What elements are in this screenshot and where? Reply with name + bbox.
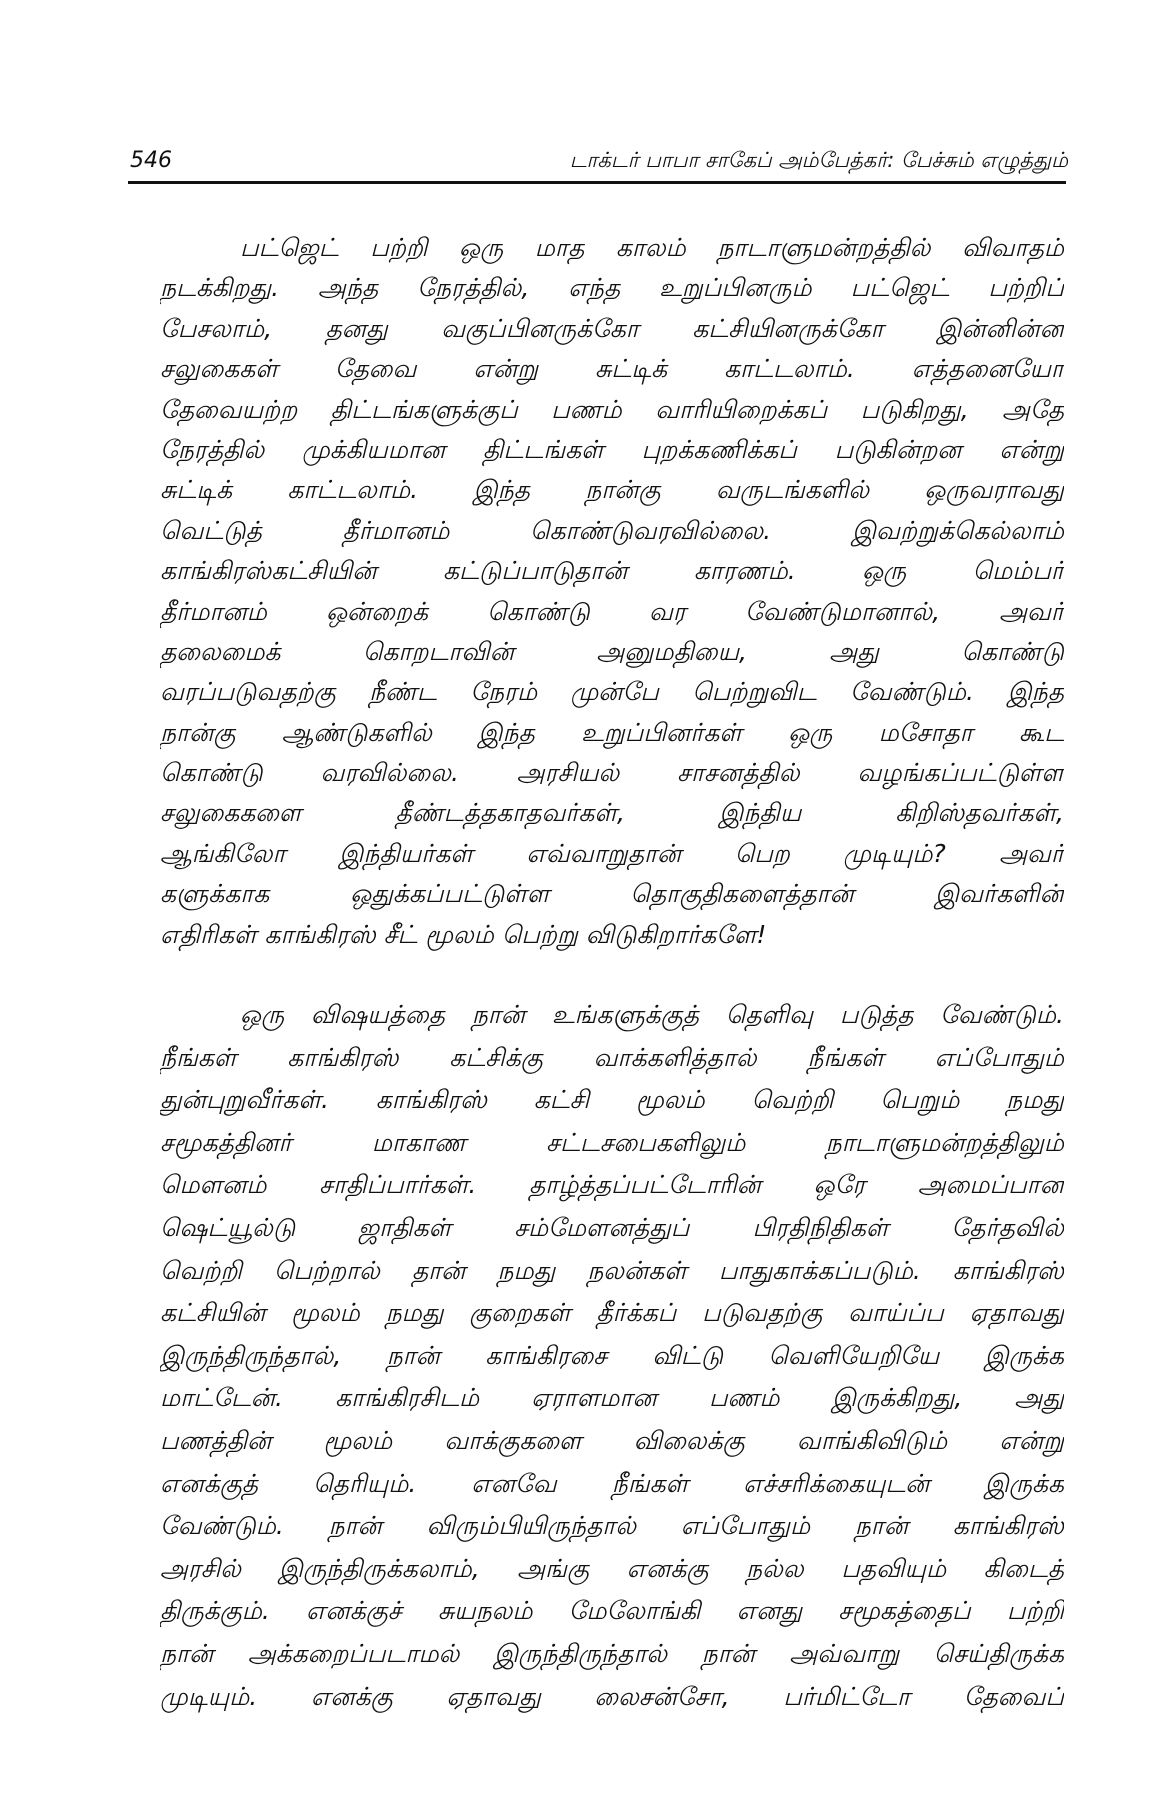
text-line: நடக்கிறது. அந்த நேரத்தில், எந்த உறுப்பினரும் பட்ஜெட் பற்றிப் bbox=[160, 273, 1064, 303]
text-line: கட்சியின் மூலம் நமது குறைகள் தீர்க்கப் படுவதற்கு வாய்ப்ப ஏதாவது bbox=[160, 1298, 1064, 1328]
text-line: நான்கு ஆண்டுகளில் இந்த உறுப்பினர்கள் ஒரு மசோதா கூட bbox=[160, 717, 1064, 747]
text-line: துன்புறுவீர்கள். காங்கிரஸ் கட்சி மூலம் வெற்றி பெறும் நமது bbox=[160, 1085, 1064, 1115]
text-line: எனக்குத் தெரியும். எனவே நீங்கள் எச்சரிக்கையுடன் இருக்க bbox=[160, 1468, 1064, 1498]
text-line: சலுகைகளை தீண்டத்தகாதவர்கள், இந்திய கிறிஸ்தவர்கள், bbox=[160, 798, 1064, 828]
text-line: தேவையற்ற திட்டங்களுக்குப் பணம் வாரியிறைக்கப் படுகிறது, அதே bbox=[160, 394, 1064, 424]
text-line: அரசில் இருந்திருக்கலாம், அங்கு எனக்கு நல்ல பதவியும் கிடைத் bbox=[160, 1553, 1064, 1583]
running-header bbox=[128, 148, 1068, 178]
text-line: சமூகத்தினர் மாகாண சட்டசபைகளிலும் நாடாளுமன்றத்திலும் bbox=[160, 1127, 1064, 1157]
text-line: ஒரு விஷயத்தை நான் உங்களுக்குத் தெளிவு படுத்த வேண்டும். bbox=[240, 1000, 1064, 1029]
text-line: மௌனம் சாதிப்பார்கள். தாழ்த்தப்பட்டோரின் ஒரே அமைப்பான bbox=[160, 1170, 1064, 1200]
text-line: வேண்டும். நான் விரும்பியிருந்தால் எப்போதும் நான் காங்கிரஸ் bbox=[160, 1511, 1064, 1541]
text-line: பேசலாம், தனது வகுப்பினருக்கோ கட்சியினருக்கோ இன்னின்ன bbox=[160, 313, 1064, 343]
text-line: மாட்டேன். காங்கிரசிடம் ஏராளமான பணம் இருக்கிறது, அது bbox=[160, 1383, 1064, 1413]
text-line: வெற்றி பெற்றால் தான் நமது நலன்கள் பாதுகாக்கப்படும். காங்கிரஸ் bbox=[160, 1255, 1064, 1285]
text-line: சுட்டிக் காட்டலாம். இந்த நான்கு வருடங்களில் ஒருவராவது bbox=[160, 475, 1064, 505]
paragraph-2 bbox=[160, 994, 1064, 1718]
text-line: வெட்டுத் தீர்மானம் கொண்டுவரவில்லை. இவற்றுக்கெல்லாம் bbox=[160, 515, 1064, 545]
text-line: நீங்கள் காங்கிரஸ் கட்சிக்கு வாக்களித்தால் நீங்கள் எப்போதும் bbox=[160, 1042, 1064, 1072]
text-line: முடியும். எனக்கு ஏதாவது லைசன்சோ, பர்மிட்டோ தேவைப் bbox=[160, 1681, 1064, 1711]
text-line: நேரத்தில் முக்கியமான திட்டங்கள் புறக்கணிக்கப் படுகின்றன என்று bbox=[160, 434, 1064, 464]
text-line: ஆங்கிலோ இந்தியர்கள் எவ்வாறுதான் பெற முடியும்? அவர் bbox=[160, 838, 1064, 868]
text-line: காங்கிரஸ்கட்சியின் கட்டுப்பாடுதான் காரணம். ஒரு மெம்பர் bbox=[160, 556, 1064, 586]
text-line: திருக்கும். எனக்குச் சுயநலம் மேலோங்கி எனது சமூகத்தைப் பற்றி bbox=[160, 1596, 1064, 1626]
page-number: 546 bbox=[130, 148, 172, 173]
text-line: தீர்மானம் ஒன்றைக் கொண்டு வர வேண்டுமானால், அவர் bbox=[160, 596, 1064, 626]
paragraph-1 bbox=[160, 228, 1064, 955]
text-line: இருந்திருந்தால், நான் காங்கிரசை விட்டு வெளியேறியே இருக்க bbox=[160, 1340, 1064, 1370]
header-rule bbox=[128, 181, 1066, 184]
text-line: வரப்படுவதற்கு நீண்ட நேரம் முன்பே பெற்றுவிட வேண்டும். இந்த bbox=[160, 677, 1064, 707]
text-line: சலுகைகள் தேவை என்று சுட்டிக் காட்டலாம். எத்தனையோ bbox=[160, 354, 1064, 384]
text-line: நான் அக்கறைப்படாமல் இருந்திருந்தால் நான் அவ்வாறு செய்திருக்க bbox=[160, 1638, 1064, 1668]
text-line: ஷெட்யூல்டு ஜாதிகள் சம்மேளனத்துப் பிரதிநிதிகள் தேர்தவில் bbox=[160, 1212, 1064, 1242]
text-line: எதிரிகள் காங்கிரஸ் சீட் மூலம் பெற்று விடுகிறார்களே! bbox=[160, 919, 767, 949]
text-line: களுக்காக ஒதுக்கப்பட்டுள்ள தொகுதிகளைத்தான் இவர்களின் bbox=[160, 879, 1064, 909]
text-line: பணத்தின் மூலம் வாக்குகளை விலைக்கு வாங்கிவிடும் என்று bbox=[160, 1425, 1064, 1455]
text-line: பட்ஜெட் பற்றி ஒரு மாத காலம் நாடாளுமன்றத்தில் விவாதம் bbox=[240, 233, 1064, 262]
running-title: டாக்டர் பாபா சாகேப் அம்பேத்கர்: பேச்சும் எழுத்தும் bbox=[569, 148, 1068, 172]
text-line: தலைமைக் கொறடாவின் அனுமதியை, அது கொண்டு bbox=[160, 636, 1064, 666]
text-line: கொண்டு வரவில்லை. அரசியல் சாசனத்தில் வழங்கப்பட்டுள்ள bbox=[160, 758, 1064, 788]
